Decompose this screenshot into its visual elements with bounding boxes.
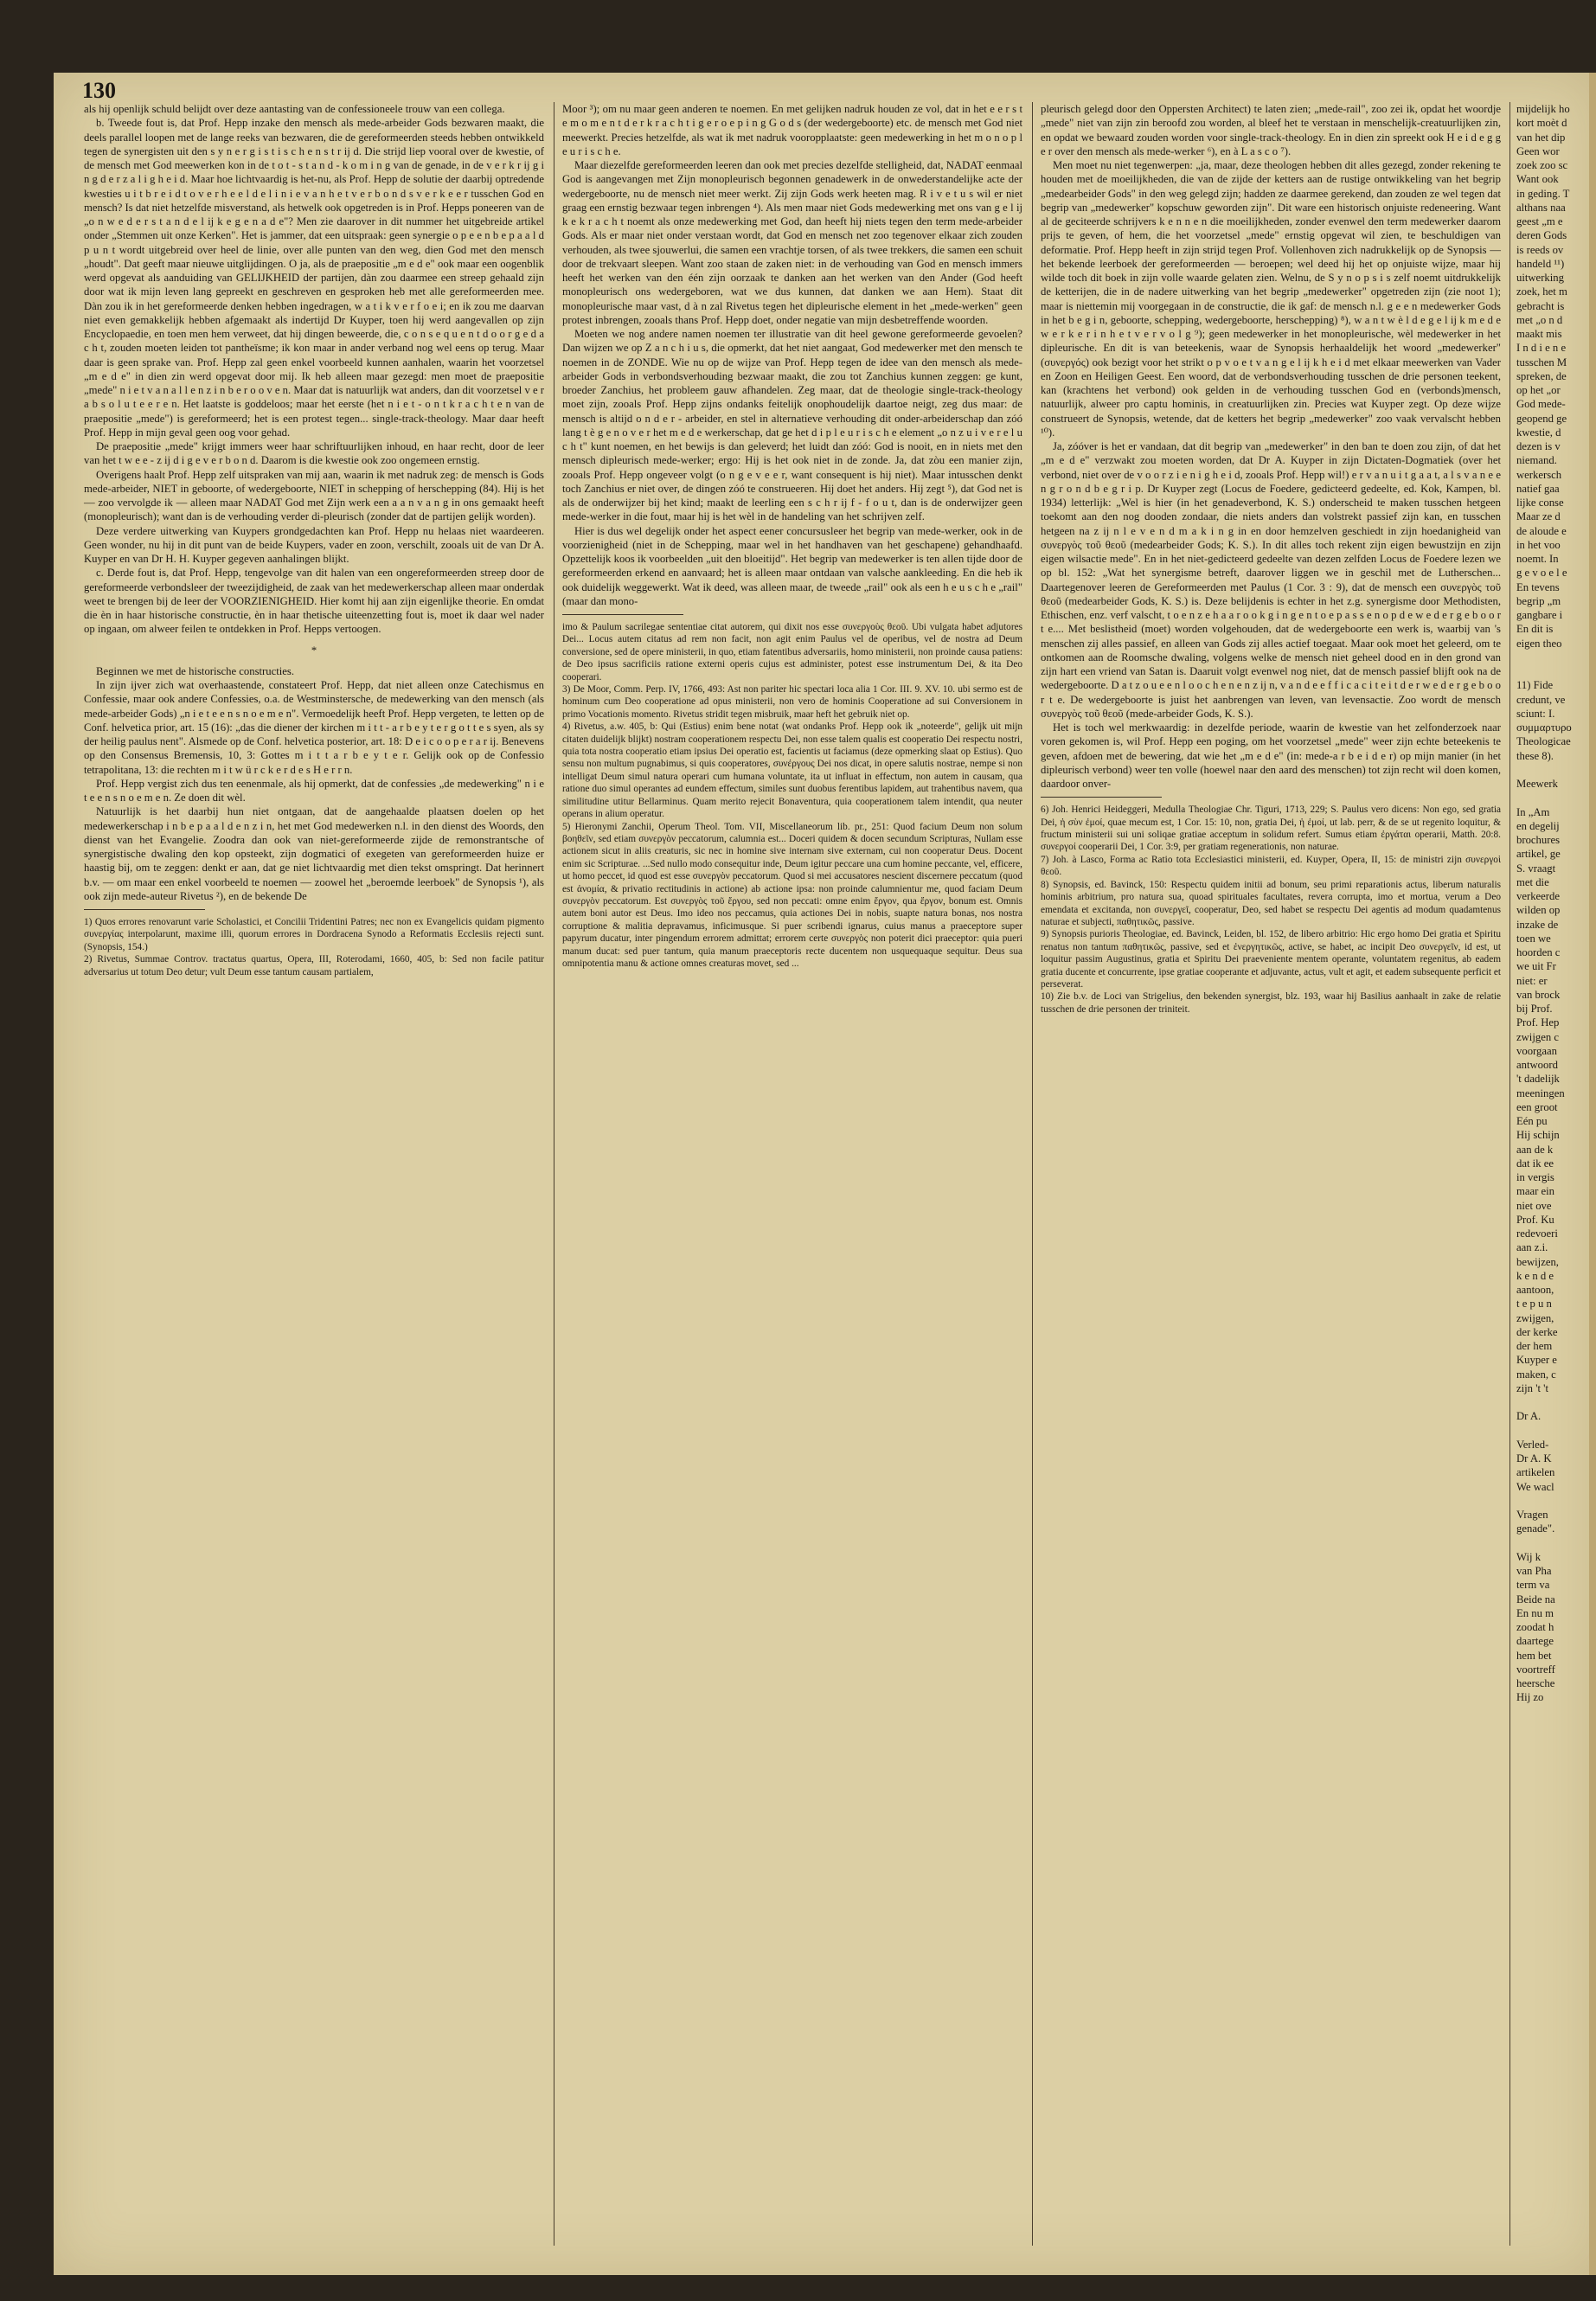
column-4-line: natief gaa bbox=[1516, 482, 1560, 495]
column-4-line: Beide na bbox=[1516, 1593, 1555, 1606]
column-4-line: zijn 't 't bbox=[1516, 1381, 1548, 1394]
footnote: 3) De Moor, Comm. Perp. IV, 1766, 493: Ast non pariter hic spectari loca alia 1 Cor. III. 9. XV. 10. ubi sermo est de hominum cum Deo cooperatione ad opus ministerii, non vero de hominis Cooperatione ad sui Conversionem in primo Vocationis momento. Rivetus stridit tegen misbruik, maar heft het gebruik niet op. bbox=[562, 684, 1022, 720]
page-edge bbox=[1589, 73, 1596, 2275]
footnote: 4) Rivetus, a.w. 405, b: Qui (Estius) enim bene notat (wat ondanks Prof. Hepp ook ik „noteerde", gelijk uit mijn citaten duidelijk blijkt) nostram cooperationem respectu Dei, non esse talem qualis est cooperatio Dei respectu nostri, quia tota nostra cooperatio etiam ipsius Dei operatio est, facientis ut faciamus (deze opmerking slaat op Estius). Quo sensu non multum pugnabimus, si quis cooperatores, συνέργους Dei nos dicat, in opere salutis nostrae, nempe si non intelligat Deum simul natura operari cum humana voluntate, ita ut influat in effectum, non autem in causam, qua ratione duo simul operantes ad eundem effectum, similes sunt duobus ferentibus lapidem, aut trahentibus navem, qua similitudine utitur Bellarminus. Quam merito rejecit Bonaventura, quia cooperationem talem intendit, qua neuter operans in alium operatur. bbox=[562, 721, 1022, 820]
column-4-line: 't dadelijk bbox=[1516, 1073, 1560, 1086]
column-4-line: S. vraagt bbox=[1516, 862, 1556, 875]
column-4-line: Theologicae bbox=[1516, 735, 1571, 748]
column-4-line: gebracht is bbox=[1516, 299, 1565, 312]
column-3 bbox=[1041, 102, 1501, 1016]
column-4-line: k e n d e bbox=[1516, 1269, 1554, 1282]
column-4-line: heersche bbox=[1516, 1677, 1555, 1689]
column-4-line: verkeerde bbox=[1516, 890, 1561, 902]
column-4-line: antwoord bbox=[1516, 1059, 1558, 1071]
column-4-line: term va bbox=[1516, 1579, 1550, 1592]
column-4-line: bij Prof. bbox=[1516, 1003, 1553, 1015]
column-4-line: daartege bbox=[1516, 1635, 1554, 1648]
column-4-line: toen we bbox=[1516, 932, 1551, 945]
column-4-line: maken, c bbox=[1516, 1368, 1556, 1381]
column-4-line: Meewerk bbox=[1516, 778, 1558, 790]
column-4-line: wilden op bbox=[1516, 904, 1561, 917]
column-4-line: zoek, het m bbox=[1516, 285, 1567, 298]
column-1-body bbox=[84, 102, 544, 903]
column-4-line bbox=[1516, 664, 1577, 678]
paragraph: c. Derde fout is, dat Prof. Hepp, tengevolge van dit halen van een ongereformeerden streep door de gereformeerde verbondsleer der tweezijdigheid, de zaak van het medewerkerschap alleen maar onderdak weet te brengen bij de leer der VOORZIENIGHEID. Hier komt hij aan zijn eigenlijke theorie. En omdat die èn in haar historische constructie, èn in haar thetische uiteenzetting fout is, moet ik daar wel nader op ingaan, om alweer feilen te ontdekken in Prof. Hepps vertoogen. bbox=[84, 567, 544, 636]
footnotes bbox=[84, 916, 544, 978]
column-4-line: werkersch bbox=[1516, 468, 1562, 481]
column-1 bbox=[84, 102, 544, 978]
column-4-line: handeld ¹¹) bbox=[1516, 257, 1565, 270]
footnote-divider bbox=[562, 614, 683, 615]
paragraph: Men moet nu niet tegenwerpen: „ja, maar, deze theologen hebben dit alles gezegd, zonder rekening te houden met de moeilijkheden, die van de zijde der ketters aan de rustige ontwikkeling van het begrip „medearbeider Gods" in den weg gelegd zijn; hadden ze daarmee gerekend, dan zouden ze wel tegen dat begrip van „medewerker" kopschuw geworden zijn". Dit ware een historisch onjuiste redeneering. Want al de geciteerde schrijvers k e n n e n die moeilijkheden, zonder evenwel den term medewerker daarom prijs te geven, of hem, die het voorzetsel „mede" ernstig opgevat wil zien, te beschuldigen van deformatie. Prof. Hepp heeft in zijn strijd tegen Prof. Vollenhoven zich nadrukkelijk op de Synopsis — het bekende leerboek der gereformeerden — beroepen; wel deed hij het op onjuiste wijze, maar hij wilde toch dit boek in zijn volle waarde gelaten zien. Welnu, de S y n o p s i s zelf noemt uitdrukkelijk de ketterijen, die in de nadere uitwerking van het begrip „medewerker" opgetreden zijn (zie noot 1); maar is niettemin mij voorgegaan in de constructie, die ik gaf: de mensch n.l. g e e n medewerker Gods in het b e g i n, geboorte, schepping, wedergeboorte, herschepping) ⁸), w a n t w è l d e g e l ij k m e d e w e r k e r i n h e t v e r v o l g ⁹); geen medewerker in het monopleurische, wèl medewerker in het dipleurische. En dit is van beteekenis, waar de Synopsis herhaaldelijk het woord „medewerker" (συνεργός) ook bezigt voor het strikt o p v o e t v a n g e l ij k h e i d met elkaar meewerken van Vader en Zoon en Heiligen Geest. Een woord, dat de verbondsverhouding tusschen de drie personen teekent, kan (krachtens het verbond) ook gelden in de verhouding tusschen God en (verbonds)mensch, natuurlijk, alweer pro captu hominis, in creatuurlijken zin. Precies wat Kuyper zegt. Op deze wijze construeert de Synopsis, wetende, dat de ketters het begrip „medewerker" zoo vaak vervalscht hebben ¹⁰). bbox=[1041, 159, 1501, 439]
column-4-line: in vergis bbox=[1516, 1171, 1554, 1183]
column-4-line: Kuyper e bbox=[1516, 1354, 1557, 1367]
column-4-line: hem bet bbox=[1516, 1649, 1552, 1662]
column-4-line: deren Gods bbox=[1516, 229, 1567, 242]
column-4-line: op het „or bbox=[1516, 384, 1561, 396]
column-4-line: van Pha bbox=[1516, 1565, 1552, 1577]
column-4-line: genade". bbox=[1516, 1522, 1555, 1535]
footnote: 8) Synopsis, ed. Bavinck, 150: Respectu quidem initii ad bonum, seu primi reparationis actus, liberum naturalis hominis arbitrium, pro natura sua, quoad spirituales facultates, revera corrupta, imo et mortua, verum a Deo emendata et excitanda, non συνεργεῖ, cooperatur, Deo, sed habet se respectu Dei agentis ad modum quadamtenus naturae et subjecti, παθητικῶς, passive. bbox=[1041, 879, 1501, 927]
column-4-line: Want ook bbox=[1516, 173, 1559, 186]
paragraph: De praepositie „mede" krijgt immers weer haar schriftuurlijken inhoud, en haar recht, door de leer van het t w e e - z ij d i g e v e r b o n d. Daarom is die kwestie ook zoo ongemeen ernstig. bbox=[84, 440, 544, 467]
column-4-line: en degelij bbox=[1516, 819, 1560, 832]
footnote: 7) Joh. à Lasco, Forma ac Ratio tota Ecclesiastici ministerii, ed. Kuyper, Opera, II, 15: de ministri zijn συνεργοὶ θεοῦ. bbox=[1041, 854, 1501, 878]
column-4-line: begrip „m bbox=[1516, 594, 1561, 607]
column-4-line: voorgaan bbox=[1516, 1044, 1557, 1057]
column-4-line: artikel, ge bbox=[1516, 848, 1561, 861]
column-4-line: sciunt: I. bbox=[1516, 707, 1555, 720]
column-4-line bbox=[1516, 763, 1577, 777]
column-4-line: συμμαρτυρο bbox=[1516, 721, 1572, 734]
column-4-line: I n d i e n e bbox=[1516, 342, 1567, 355]
column-4-line bbox=[1516, 1424, 1577, 1438]
column-4-line: En dit is bbox=[1516, 623, 1554, 636]
footnote: 2) Rivetus, Summae Controv. tractatus quartus, Opera, III, Roterodami, 1660, 405, b: Sed non facile patitur adversarius ut totum Deo detur; vult Deum esse tantum causam partialem, bbox=[84, 954, 544, 977]
column-4-line: niemand. bbox=[1516, 454, 1557, 467]
column-4-line: credunt, ve bbox=[1516, 693, 1566, 706]
column-4-line: gangbare i bbox=[1516, 609, 1563, 621]
column-4-line: t e p u n bbox=[1516, 1298, 1552, 1311]
column-4-line: in het voo bbox=[1516, 538, 1561, 551]
paragraph: Maar diezelfde gereformeerden leeren dan ook met precies dezelfde stelligheid, dat, NADAT eenmaal God is aangevangen met Zijn monopleurisch begonnen genadewerk in de onwederstandelijke acte der wedergeboorte, nu de mensch niet meer werkt. Zij zijn Gods werk heeten mag. R i v e t u s wil er niet graag een ernstig bezwaar tegen inbrengen ⁴). Als men maar niet Gods medewerking met ons van g e l ij k e k r a c h t noemt als onze medewerking met God, dan heeft hij niets tegen den term mede-arbeider Gods. Als er maar niet onder verstaan wordt, dat God en mensch net zoo tegenover elkaar zich zouden verhouden, als twee sjouwerlui, die samen een vrachtje torsen, of als twee trekkers, die samen een schuit door de trekvaart sleepen. Want zoo staan de zaken niet: in de verhouding van God en mensch immers heeft het werken van den één zijn oorzaak te danken aan het werken van den Ander (God heeft monopleurisch ons wedergeboren, wat we dus kunnen, dat danken we aan Hem). Staat dit monopleurische maar vast, d à n zal Rivetus tegen het dipleurische element in het „mede-werken" geen protest inbrengen, zooals thans Prof. Hepp doet, onder negatie van mijn desbetreffende woorden. bbox=[562, 159, 1022, 326]
column-4-line: mijdelijk ho bbox=[1516, 103, 1570, 115]
column-4-line: althans naa bbox=[1516, 201, 1566, 214]
footnote: 5) Hieronymi Zanchii, Operum Theol. Tom. VII, Miscellaneorum lib. pr., 251: Quod facium Deum non solum βοηθεῖν, sed etiam συνεργὸν peccatorum, calumnia est... Doceri quidem & docen secundum Scripturas, Nullam esse actionem sicut in aliis creaturis, sic nec in homine sive internam sive externam, cui non cooperatur Deus. Docent enim sic Scripturae. ...Sed nullo modo consequitur inde, Deum igitur peccare una cum homine peccante, vel, efficere, ut homo peccet, id quod est esse συνεργὸν peccatorum. Quod si mei accusatores nescient discernere peccatum (quod est ἀνομία, & privatio rectitudinis in actione) ab actione ipsa: non proinde calumnientur me, quod faciam Deum συνεργὸν peccatorum. Est συνεργὸς τοῦ ἔργου, sed non peccati: omne enim ἔργον, qua ἔργον, bonum est. Omnis autem boni autor est Deus. Imo ideo nos peccamus, quia actiones Dei in nobis, suapte natura bonas, nos nostra corruptione & malitia depravamus, inficimusque. Si puer scribendi ignarus, cuius manus a praeceptore super papyrum ducatur, inter pingendum errorem admittat; errorem certe συνεργὸς non poterit dici praeceptor: quia pueri manum ducat: sed puer tantum, quia manum praeceptoris recte ducentem non usquequaque sequitur. Deus sua omnipotentia manu & actione omnes creaturas movet, sed ... bbox=[562, 821, 1022, 969]
column-4-line: Hij schijn bbox=[1516, 1129, 1560, 1142]
column-4-line: lijke conse bbox=[1516, 497, 1564, 509]
column-4-line: g e v o e l e bbox=[1516, 567, 1567, 580]
column-4-line: tusschen M bbox=[1516, 356, 1567, 369]
paragraph: Overigens haalt Prof. Hepp zelf uitspraken van mij aan, waarin ik met nadruk zeg: de mensch is Gods mede-arbeider, NIET in geboorte, of wedergeboorte, NIET in schepping of herschepping (84). Hij is het — zoo vervolgde ik — alleen maar NADAT God met Zijn werk een a a n v a n g in ons gemaakt heeft (monopleurisch); want dan is de verhouding verder di-pleurisch (zonder dat de partijen gelijk worden). bbox=[84, 468, 544, 523]
column-4-line: En nu m bbox=[1516, 1606, 1554, 1619]
column-4-line: maakt mis bbox=[1516, 328, 1562, 340]
column-4-line: noemt. In bbox=[1516, 553, 1559, 565]
column-4-line: Prof. Hep bbox=[1516, 1016, 1560, 1029]
column-4-line: van het dip bbox=[1516, 131, 1566, 144]
column-4-line: aantoon, bbox=[1516, 1284, 1554, 1296]
footnotes bbox=[1041, 804, 1501, 1016]
footnote: imo & Paulum sacrilegae sententiae citat autorem, qui dixit nos esse συνεργοὺς θεοῦ. Ubi vulgata habet adjutores Dei... Locus autem citatus ad rem non facit, non agit enim Paulus vel de operibus, vel de nostra ad Deum conversione, sed de opere ministerii, in quo, etiam fatentibus adversariis, homo ministerii, non proinde causa patiens: de Deo ipsus sacrificiis ratione externi operis cujus est administer, potest esse instrumentum Dei, & ita Deo cooperari. bbox=[562, 622, 1022, 683]
footnote: 10) Zie b.v. de Loci van Strigelius, den bekenden synergist, blz. 193, waar hij Basilius aanhaalt in zake de relatie tusschen de drie personen der triniteit. bbox=[1041, 991, 1501, 1015]
column-4-line: Vragen bbox=[1516, 1509, 1548, 1521]
column-4-line: inzake de bbox=[1516, 918, 1559, 931]
section-intro: Beginnen we met de historische constructies. bbox=[96, 664, 295, 677]
column-4-line: En tevens bbox=[1516, 580, 1560, 593]
column-4-line bbox=[1516, 1395, 1577, 1409]
paragraph: Ja, zóóver is het er vandaan, dat dit begrip van „medewerker" in den ban te doen zou zijn, of dat het „m e d e" verzwakt zou moeten worden, dat Dr A. Kuyper in zijn Dictaten-Dogmatiek (over het verbond, niet over de v o o r z i e n i g h e i d, zooals Prof. Hepp wil!) e r v a n u i t g a a t, a l s v a n e e n g r o n d b e g r i p. Dr Kuyper zegt (Locus de Foedere, gedicteerd gedeelte, ed. Kok, Kampen, bl. 1934) letterlijk: „Wel is hier (in het genadeverbond, K. S.) onderscheid te maken tusschen hetgeen toekomt aan den nog dooden zondaar, die niets anders dan volstrekt passief zijn kan, en tusschen hetgeen na z ij n l e v e n d m a k i n g in en door hemzelven geschiedt in zijn hoedanigheid van συνεργὸς τοῦ θεοῦ (medearbeider Gods; K. S.). In dit alles toch rekent zijn eigen bewustzijn en zijn eigen wilsactie mede". En in het niet-gedicteerd gedeelte van dezen zelfden Locus de Foedere lezen we op bl. 152: „Wat het synergisme betreft, daarover liggen we in geschil met de Lutherschen... Daartegenover leeren de Gereformeerden met Paulus (1 Cor. 3 : 9), dat de mensch een συνεργὸς τοῦ θεοῦ (medearbeider Gods, K. S.) is. Deze belijdenis is echter in het z.g. synergisme door Methodisten, Ethischen, enz. verf valscht, t o e n z e h a a r o o k g i n g e n t o e p a s s e n o p d e w e d e r g e b o o r t e.... Met beslistheid (moet) worden volgehouden, dat de wedergeboorte een werk is, waarbij van 's menschen zij alles passief, en alleen van Gods zij alles actief toegaat. Maar ook moet het geleerd, om te ontkomen aan de Roomsche dwaling, volgens welke de mensch niet geheel dood en in den grond van zijn hart een vriend van Satan is. Daaruit volgt evenwel nog niet, dat de mensch passief blijft ook na de wedergeboorte. D a t z o u e e n l o o c h e n e n z ij n, v a n d e e f f i c a c i t e i t d e r w e d e r g e b o o r t e. De wedergeboorte is juist het aanbrengen van leven, van levensactie. Zoo wordt de mensch συνεργὸς τοῦ θεοῦ (mede-arbeider Gods, K. S.). bbox=[1041, 440, 1501, 720]
column-4-line: Hij zo bbox=[1516, 1691, 1544, 1704]
column-4-line: niet: er bbox=[1516, 974, 1548, 987]
column-4-line: aan z.i. bbox=[1516, 1241, 1548, 1254]
column-4-line: In „Am bbox=[1516, 805, 1550, 818]
column-3-body bbox=[1041, 102, 1501, 791]
column-4-line: brochures bbox=[1516, 834, 1561, 846]
column-4-line: in geding. T bbox=[1516, 187, 1570, 200]
column-4-line: niet ove bbox=[1516, 1199, 1552, 1212]
column-4-line: Eén pu bbox=[1516, 1115, 1548, 1127]
column-4-line: zwijgen, bbox=[1516, 1311, 1554, 1324]
column-4-line: spreken, de bbox=[1516, 369, 1567, 382]
paragraph: Deze verdere uitwerking van Kuypers grondgedachten kan Prof. Hepp nu helaas niet waardeeren. Geen wonder, nu hij in dit punt van de beide Kuypers, vader en zoon, verschilt, zooals uit de van Dr A. Kuyper en van Dr H. H. Kuyper gegeven aanhalingen blijkt. bbox=[84, 524, 544, 565]
column-4-line: meeningen bbox=[1516, 1086, 1565, 1099]
column-4-line: der kerke bbox=[1516, 1325, 1558, 1338]
footnote-divider bbox=[1041, 797, 1162, 798]
column-4-line: God mede- bbox=[1516, 398, 1566, 411]
column-4-line: geopend ge bbox=[1516, 412, 1567, 425]
column-4-line: zoodat h bbox=[1516, 1621, 1554, 1633]
column-4-line: we uit Fr bbox=[1516, 960, 1556, 973]
column-4-line: kort moèt d bbox=[1516, 117, 1567, 130]
page-number: 130 bbox=[82, 78, 116, 103]
column-4-line: zoek zoo sc bbox=[1516, 159, 1568, 171]
column-4-line: hoorden c bbox=[1516, 946, 1561, 958]
paragraph: In zijn ijver zich wat overhaastende, constateert Prof. Hepp, dat niet alleen onze Catechismus en Confessie, maar ook andere Confessies, o.a. de Westminstersche, de medewerking van den mensch (als mede-arbeider Gods) „n i e t e e n s n o e m e n". Vermoedelijk heeft Prof. Hepp vergeten, te letten op de Conf. helvetica prior, art. 15 (16): „das die diener der kirchen m i t t - a r b e y t e r g o t t e s syen, als sy der heilig paulus nent". Alsmede op de Conf. helvetica posterior, art. 18: D e i c o o p e r a r ij. Benevens op den Consensus Bremensis, 10, 3: Gottes m i t t a r b e y t e r. Gelijk ook op de Confessio tetrapolitana, 13: die rechten m i t w ü r c k e r d e s H e r r n. bbox=[84, 679, 544, 776]
paragraph: Moor ³); om nu maar geen anderen te noemen. En met gelijken nadruk houden ze vol, dat in het e e r s t e m o m e n t d e r k r a c h t i g e r o e p i n g G o d s (der wedergeboorte) etc. de mensch met God niet meewerkt. Precies hetzelfde, als wat ik met nadruk vooropplaatste: geen medewerking in het m o n o p l e u r i s c h e. bbox=[562, 103, 1022, 157]
column-4-line: Geen wor bbox=[1516, 144, 1560, 157]
column-4-line: de aloude e bbox=[1516, 524, 1567, 537]
paragraph: als hij openlijk schuld belijdt over deze aantasting van de confessioneele trouw van een collega. bbox=[84, 103, 505, 115]
column-4-line: Prof. Ku bbox=[1516, 1213, 1554, 1226]
paragraph: b. Tweede fout is, dat Prof. Hepp inzake den mensch als mede-arbeider Gods bezwaren maakt, die deels parallel loopen met de lange reeks van bezwaren, die de gereformeerden steeds hebben ontwikkeld tegen de synergisten uit den s y n e r g i s t i s c h e n s t r ij d. Die strijd liep vooral over de kwestie, of de mensch met God meewerken kon in de t o t - s t a n d - k o m i n g van de genade, in de v e r k r ij g i n g d e r z a l i g h e i d. Maar hoe lichtvaardig is het-nu, als Prof. Hepp de solutie der daarbij optredende kwesties u i t b r e i d t o v e r h e e l d e l i n i e v a n h e t v e r b o n d s v e r k e e r tusschen God en mensch? Is dat niet hetzelfde misverstand, als hetwelk ook opgetreden is in Prof. Hepps poneeren van de „o n w e d e r s t a n d e l ij k e g e n a d e"? Men zie daarover in dit nummer het uitgebreide artikel onder „Stemmen uit onze Kerken". Het is jammer, dat een uitspraak: geen synergie o p e e n b e p a a l d p u n t wordt uitgebreid over heel de linie, over alle punten van den weg, dien God met den mensch „houdt". Dat geeft maar nieuwe uitglijdingen. O ja, als de praepositie „m e d e" ook maar een oogenblik werd opgevat als aanduiding van GELIJKHEID der partijen, dàn zou daarmee een streep gehaald zijn door wat ik mijn leven lang gepreekt en geschreven en gesproken heb met alle gereformeerden mee. Dàn zou ik in het gereformeerde denken hebben ingedragen, w a t i k v e r f o e i; en ik zou me daarvan niet even gemakkelijk hebben afgemaakt als indertijd Dr Kuyper, toen hij werd aangevallen op zijn Encyclopaedie, en toen men hem verweet, dat hij dingen beweerde, die, c o n s e q u e n t d o o r g e d a c h t, zouden moeten leiden tot pantheïsme; ik kon maar in ander verband nog wel eens op terug. Maar daar is geen sprake van. Prof. Hepp zal geen enkel voorbeeld kunnen aanhalen, waarin het voorzetsel „m e d e" in dien zin werd opgevat door mij. Ik heb alleen maar gezegd: men moet de praepositie „mede" n i e t v a n a l l e n z i n b e r o o v e n. Maar dat is natuurlijk wat anders, dan dit voorzetsel v e r a b s o l u t e e r e n. Het laatste is goddeloos; maar het eerste (het n i e t - o n t k r a c h t e n van de praepositie „mede") is gereformeerd; het is een protest tegen... single-track-theology. Maar daar heeft Prof. Hepp in mijn geval geen oog voor gehad. bbox=[84, 117, 545, 439]
paragraph: Het is toch wel merkwaardig: in dezelfde periode, waarin de kwestie van het zelfonderzoek naar voren gekomen is, wil Prof. Hepp een poging, om het voorzetsel „mede" weer zijn echte beteekenis te geven, afdoen met de bewering, dat wie het „m e d e" (in: mede-a r b e i d e r) op mijn manier (in het dipleurisch verbond) weer ten volle (hoewel naar den aard des menschen) tot zijn recht wil doen komen, daardoor onver- bbox=[1041, 721, 1501, 790]
column-4-line: 11) Fide bbox=[1516, 679, 1554, 692]
column-4-line bbox=[1516, 1536, 1577, 1550]
column-4-line: is reeds ov bbox=[1516, 243, 1564, 256]
footnote: 1) Quos errores renovarunt varie Scholastici, et Concilii Tridentini Patres; nec non ex Evangelicis quidam pigmento συνεργίας interpolarunt, maxime illi, quorum errores in Dordracena Synodo a Reformatis Ecclesiis rejecti sunt. (Synopsis, 154.) bbox=[84, 917, 544, 952]
column-4-line: kwestie, d bbox=[1516, 426, 1561, 439]
column-divider bbox=[1509, 102, 1510, 2246]
column-4-line: Dr A. bbox=[1516, 1410, 1542, 1423]
column-4-line: dat ik ee bbox=[1516, 1157, 1554, 1170]
column-4-line: these 8). bbox=[1516, 749, 1554, 762]
paragraph: pleurisch gelegd door den Oppersten Architect) te laten zien; „mede-rail", zoo zei ik, opdat het woordje „mede" niet van zijn zin beroofd zou worden, al bleef het te verstaan in menschelijk-creatuurlijken zin, en opdat we bewaard zouden worden voor single-track-theology. En in dien zin spreekt ook H e i d e g g e r over den mensch als mede-werker ⁶), en à L a s c o ⁷). bbox=[1041, 103, 1501, 157]
column-divider bbox=[1032, 102, 1033, 2246]
footnote: 6) Joh. Henrici Heideggeri, Medulla Theologiae Chr. Tiguri, 1713, 229; S. Paulus vero dicens: Non ego, sed gratia Dei, ἡ σὺν ἐμοί, quae mecum est, 1 Cor. 15: 10, non, gratia Dei, ἡ ἐμοί, ut lab. perr, & de se ut regenito loquitur, & fructum ministerii sui uni soliqae gratiae acceptum in solidum refert. Sumus etiam ἐργάται operarii, Matth. 20:8. συνεργοί cooperarii Dei, 1 Cor. 3:9, per gratiam regenerationis, non naturae. bbox=[1041, 804, 1501, 853]
column-2 bbox=[562, 102, 1022, 970]
paragraph: Moeten we nog andere namen noemen ter illustratie van dit heel gewone gereformeerde gevoelen? Dan wijzen we op Z a n c h i u s, die opmerkt, dat het niet aangaat, God medewerker met den mensch te noemen in de ZONDE. Wie nu op de wijze van Prof. Hepp tegen de idee van den mensch als mede-arbeider Gods in verbondsverhouding bezwaar maakt, die zou tot Zanchius kunnen zeggen: ge kunt, broeder Zanchius, het probleem gauw afhandelen. Zeg maar, dat de theologie single-track-theology moet zijn, zooals Prof. Hepp zijns ondanks feitelijk onophoudelijk daartoe neigt, zeg dus maar: de mensch is altijd o n d e r - arbeider, en stel in alternatieve verhouding dit onder-arbeiderschap dan zóó lang t è g e n o v e r het m e d e werkerschap, dat ge het d i p l e u r i s c h e element „o n z u i v e r e l u c h t" kunt noemen, en het bewijs is dan geleverd; het luidt dan zóó: God is nooit, en in niets met den mensch dipleurisch mede-werker; ergo: Hij is het ook niet in de zonde. Ja, dat zòu een manier zijn, zooals Prof. Hepp ongeveer volgt (o n g e v e e r, want consequent is hij niet). Maar intusschen denkt toch Zanchius er niet over, de dingen zóó te construeeren. Hij doet het anders. Hij zegt ⁵), dat God net is als de onderwijzer bij het kind; maakt de leerling een s c h r ij f - f o u t, dan is de onderwijzer geen mede-werker in die fout, maar hij is het wèl in de handeling van het schrijven zelf. bbox=[562, 328, 1022, 523]
column-4-line bbox=[1516, 651, 1577, 664]
column-4-line: bewijzen, bbox=[1516, 1255, 1559, 1268]
column-4-line bbox=[1516, 791, 1577, 804]
column-4-line: een groot bbox=[1516, 1100, 1558, 1113]
column-4-line: redevoeri bbox=[1516, 1227, 1558, 1240]
footnote-divider bbox=[84, 909, 205, 910]
column-4-line: geest „m e bbox=[1516, 215, 1563, 228]
column-4-partial bbox=[1516, 102, 1577, 1705]
column-2-body bbox=[562, 102, 1022, 608]
column-4-line: aan de k bbox=[1516, 1143, 1554, 1156]
column-4-line: voortreff bbox=[1516, 1663, 1555, 1676]
column-4-line: eigen theo bbox=[1516, 637, 1562, 650]
column-4-line: der hem bbox=[1516, 1340, 1553, 1352]
footnote: 9) Synopsis purioris Theologiae, ed. Bavinck, Leiden, bl. 152, de libero arbitrio: Hic ergo homo Dei gratia et Spiritu renatus non tantum παθητικῶς, passive, sed et ἐνεργητικῶς, active, se habet, ac incipit Deo συνεργεῖν, id est, ut loquitur passim Augustinus, gratia et Spiritu Dei praeveniente mentem operante, voluntatem regenitus, ab eadem gratia ducente et concurrente, ipse gratiae cooperante et adjuvante, actus, vult et agit, et eadem subsequente perficit et perseverat. bbox=[1041, 929, 1501, 990]
paragraph: Hier is dus wel degelijk onder het aspect eener concursusleer het begrip van mede-werker, ook in de voorzienigheid (niet in de Schepping, maar wel in het handhaven van het geschapene) gehandhaafd. Opzettelijk koos ik voorbeelden „uit den bloeitijd". Het begrip van medewerker is ten allen tijde door de gereformeerden erkend en aanvaard; het is alleen maar ontdaan van valsche aankleeding. En die heb ik ook duidelijk weggewerkt. Wat ik deed, was alleen maar, de tweede „rail" ook als een h e u s c h e „rail" (maar dan mono- bbox=[562, 524, 1022, 607]
column-4-line: Dr A. K bbox=[1516, 1452, 1552, 1465]
column-4-line: maar ein bbox=[1516, 1185, 1555, 1198]
column-4-line: van brock bbox=[1516, 988, 1561, 1001]
column-4-line: dezen is v bbox=[1516, 440, 1561, 452]
paragraph: Natuurlijk is het daarbij hun niet ontgaan, dat de aangehaalde plaatsen doelen op het medewerkerschap i n b e p a a l d e n z i n, het met God medewerken n.l. in den dienst des Woords, den dienst van het Evangelie. Zoodra dan ook van niet-gereformeerde zijde de remonstrantsche of synergistische dwaling den kop opsteekt, zijn dogmatici of exegeten van gereformeerden huize er haastig bij, om te zeggen: denkt er aan, dat ge niet lichtvaardig met dien tekst omspringt. Dat herinnert b.v. — om maar een enkel voorbeeld te noemen — zoowel het „beroemde leerboek" de Synopsis ¹), als ook zijn mede-auteur Rivetus ²), en de bekende De bbox=[84, 805, 544, 902]
footnotes bbox=[562, 621, 1022, 970]
column-4-line bbox=[1516, 1494, 1577, 1508]
paragraph: Prof. Hepp vergist zich dus ten eenenmale, als hij opmerkt, dat de confessies „de medewerking" n i e t e e n s n o e m e n. Ze doen dit wèl. bbox=[84, 777, 544, 804]
column-4-line: zwijgen c bbox=[1516, 1030, 1559, 1043]
column-4-line: met die bbox=[1516, 875, 1549, 888]
column-4-line: artikelen bbox=[1516, 1466, 1555, 1479]
section-separator-mark: * bbox=[311, 644, 317, 657]
column-4-line: met „o n d bbox=[1516, 313, 1563, 326]
column-4-line: Verled- bbox=[1516, 1438, 1549, 1451]
column-4-line: uitwerking bbox=[1516, 272, 1564, 284]
column-4-line: We wacl bbox=[1516, 1480, 1554, 1493]
column-4-line: Maar ze d bbox=[1516, 510, 1561, 523]
column-4-line: Wij k bbox=[1516, 1550, 1542, 1563]
